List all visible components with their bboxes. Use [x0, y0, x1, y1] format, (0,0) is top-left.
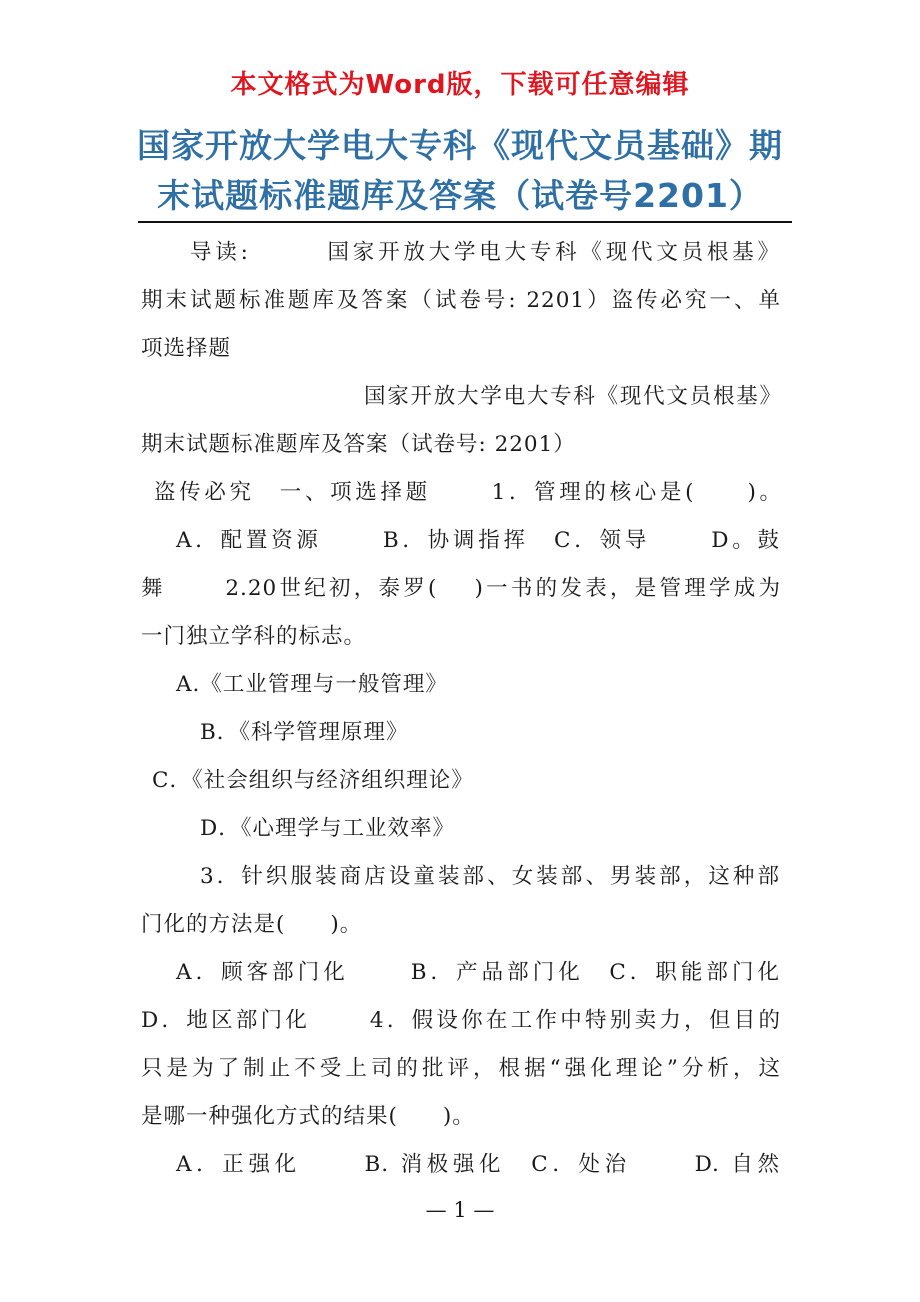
body-line: 是哪一种强化方式的结果( )。 — [141, 1104, 475, 1129]
body-line: 舞 2.20世纪初，泰罗( )一书的发表，是管理学成为 — [141, 576, 781, 601]
format-banner: 本文格式为Word版，下载可任意编辑 — [230, 70, 690, 100]
body-line: C．《社会组织与经济组织理论》 — [152, 768, 474, 793]
body-line: 期末试题标准题库及答案（试卷号: 2201）盗传必究一、单 — [141, 288, 781, 313]
body-line: A．顾客部门化 B．产品部门化 C．职能部门化 — [176, 960, 780, 985]
body-line: 国家开放大学电大专科《现代文员根基》 — [364, 384, 782, 409]
title-divider — [138, 221, 792, 223]
body-line: 盗传必究 一、项选择题 1．管理的核心是( )。 — [154, 480, 782, 505]
body-line: 项选择题 — [141, 336, 232, 361]
document-title-line-2: 末试题标准题库及答案（试卷号2201） — [157, 176, 763, 215]
document-title-line-1: 国家开放大学电大专科《现代文员基础》期 — [137, 126, 783, 165]
body-line: 3．针织服装商店设童装部、女装部、男装部，这种部 — [200, 864, 780, 889]
body-line: 导读: 国家开放大学电大专科《现代文员根基》 — [190, 240, 780, 265]
body-line: 期末试题标准题库及答案（试卷号: 2201） — [141, 432, 576, 457]
body-line: D．《心理学与工业效率》 — [200, 816, 455, 841]
body-line: A．正强化 B. 消极强化 C．处治 D. 自然 — [176, 1152, 780, 1177]
page-number: — 1 — — [425, 1198, 495, 1222]
body-line: B．《科学管理原理》 — [200, 720, 409, 745]
body-line: A．配置资源 B．协调指挥 C．领导 D。鼓 — [176, 528, 780, 553]
body-line: A.《工业管理与一般管理》 — [176, 672, 448, 697]
body-line: 只是为了制止不受上司的批评，根据“强化理论”分析，这 — [141, 1056, 781, 1081]
body-line: D．地区部门化 4．假设你在工作中特别卖力，但目的 — [141, 1008, 781, 1033]
body-line: 一门独立学科的标志。 — [141, 624, 367, 649]
body-line: 门化的方法是( )。 — [141, 912, 363, 937]
